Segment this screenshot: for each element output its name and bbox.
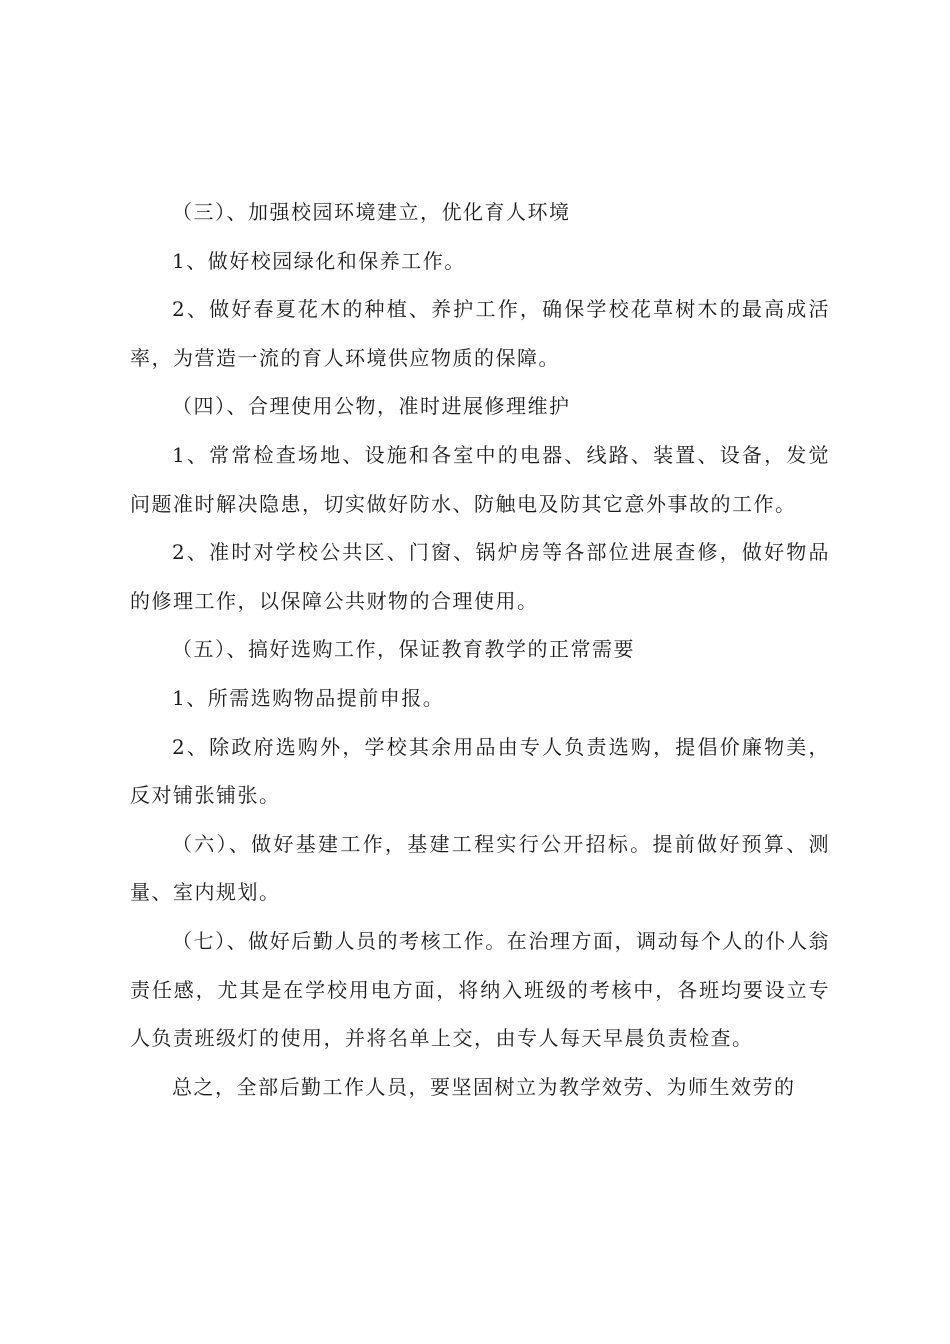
section-heading-4: （四）、合理使用公物，准时进展修理维护 (172, 394, 571, 419)
paragraph: 2、做好春夏花木的种植、养护工作，确保学校花草树木的最高成活率，为营造一流的育人环境供应物质的保障。 (130, 297, 830, 370)
paragraph: 1、常常检查场地、设施和各室中的电器、线路、装置、设备，发觉问题准时解决隐患，切实做好防水、防触电及防其它意外事故的工作。 (130, 442, 830, 516)
section-heading-7: （七）、做好后勤人员的考核工作。在治理方面，调动每个人的仆人翁责任感，尤其是在学校用电方面，将纳入班级的考核中，各班均要设立专人负责班级灯的使用，并将名单上交，由专人每天早晨负责检查。 (130, 928, 830, 1051)
document-body (130, 188, 830, 1111)
paragraph: 1、所需选购物品提前申报。 (172, 685, 445, 710)
paragraph: 1、做好校园绿化和保养工作。 (172, 248, 466, 273)
section-heading-3: （三）、加强校园环境建立，优化育人环境 (172, 200, 571, 224)
summary-paragraph: 总之，全部后勤工作人员，要坚固树立为教学效劳、为师生效劳的 (172, 1074, 796, 1099)
section-heading-5: （五）、搞好选购工作，保证教育教学的正常需要 (172, 637, 635, 662)
paragraph: 2、除政府选购外，学校其余用品由专人负责选购，提倡价廉物美，反对铺张铺张。 (130, 734, 830, 808)
section-heading-6: （六）、做好基建工作，基建工程实行公开招标。提前做好预算、测量、室内规划。 (130, 831, 830, 905)
paragraph: 2、准时对学校公共区、门窗、锅炉房等各部位进展查修，做好物品的修理工作，以保障公共财物的合理使用。 (130, 540, 830, 613)
